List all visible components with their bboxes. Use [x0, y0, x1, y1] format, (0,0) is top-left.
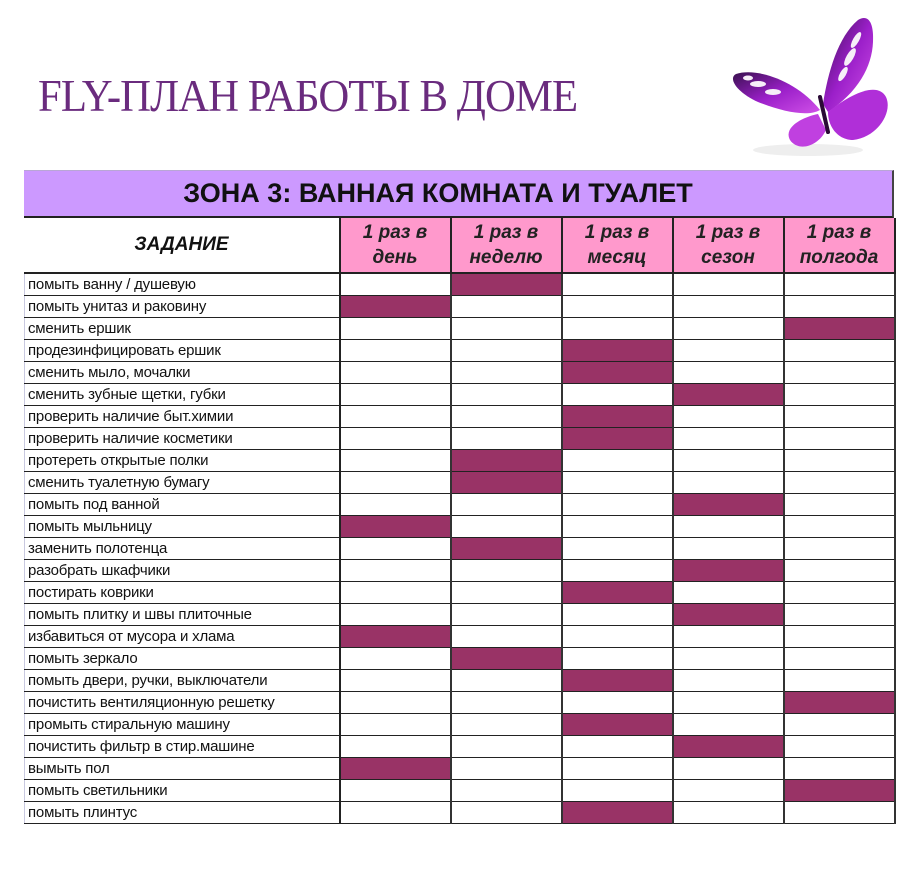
frequency-cell: [673, 758, 784, 780]
task-rows: [25, 273, 895, 824]
frequency-cell: [784, 273, 895, 296]
frequency-cell: [451, 670, 562, 692]
frequency-cell: [451, 516, 562, 538]
frequency-cell: [451, 736, 562, 758]
freq-label-line1: 1 раз в: [473, 222, 539, 243]
frequency-cell: [562, 626, 673, 648]
task-cell: сменить мыло, мочалки: [25, 362, 340, 384]
frequency-cell: [340, 273, 451, 296]
frequency-cell-marked: [562, 714, 673, 736]
task-cell: разобрать шкафчики: [25, 560, 340, 582]
frequency-cell: [784, 714, 895, 736]
task-cell: помыть плинтус: [25, 802, 340, 824]
freq-label-line2: день: [372, 247, 418, 268]
table-row: [25, 714, 895, 736]
frequency-header-day: [340, 218, 451, 273]
frequency-cell-marked: [673, 494, 784, 516]
frequency-cell: [784, 450, 895, 472]
freq-label-line1: 1 раз в: [806, 222, 872, 243]
frequency-cell: [784, 582, 895, 604]
frequency-cell: [784, 516, 895, 538]
frequency-cell: [340, 428, 451, 450]
frequency-cell: [562, 516, 673, 538]
frequency-cell: [784, 758, 895, 780]
task-cell: промыть стиральную машину: [25, 714, 340, 736]
task-cell: сменить зубные щетки, губки: [25, 384, 340, 406]
task-cell: проверить наличие косметики: [25, 428, 340, 450]
table-row: [25, 648, 895, 670]
task-cell: помыть ванну / душевую: [25, 273, 340, 296]
cleaning-schedule-table: [24, 218, 896, 824]
frequency-cell: [784, 604, 895, 626]
frequency-cell: [451, 428, 562, 450]
frequency-cell: [340, 450, 451, 472]
frequency-cell: [673, 538, 784, 560]
frequency-cell: [562, 450, 673, 472]
frequency-cell: [562, 648, 673, 670]
task-cell: помыть мыльницу: [25, 516, 340, 538]
frequency-cell: [673, 406, 784, 428]
frequency-cell: [562, 758, 673, 780]
frequency-cell: [340, 692, 451, 714]
table-row: [25, 516, 895, 538]
task-cell: вымыть пол: [25, 758, 340, 780]
frequency-cell: [451, 780, 562, 802]
frequency-cell: [451, 494, 562, 516]
frequency-cell: [451, 340, 562, 362]
table-row: [25, 736, 895, 758]
frequency-cell: [451, 582, 562, 604]
table-row: [25, 604, 895, 626]
frequency-cell-marked: [673, 604, 784, 626]
frequency-cell-marked: [451, 273, 562, 296]
table-row: [25, 692, 895, 714]
frequency-cell: [784, 472, 895, 494]
frequency-cell-marked: [340, 626, 451, 648]
freq-label-line1: 1 раз в: [362, 222, 428, 243]
task-cell: помыть зеркало: [25, 648, 340, 670]
frequency-cell: [784, 384, 895, 406]
frequency-cell-marked: [562, 362, 673, 384]
zone-title: ЗОНА 3: ВАННАЯ КОМНАТА И ТУАЛЕТ: [24, 170, 894, 218]
freq-label-line2: неделю: [469, 247, 543, 268]
frequency-cell: [784, 736, 895, 758]
frequency-cell: [562, 273, 673, 296]
frequency-cell-marked: [784, 780, 895, 802]
frequency-cell: [451, 758, 562, 780]
frequency-cell-marked: [784, 318, 895, 340]
frequency-cell: [784, 648, 895, 670]
frequency-cell: [784, 296, 895, 318]
frequency-cell: [673, 340, 784, 362]
task-cell: почистить фильтр в стир.машине: [25, 736, 340, 758]
table-row: [25, 450, 895, 472]
table-row: [25, 560, 895, 582]
frequency-cell: [451, 384, 562, 406]
frequency-cell-marked: [340, 758, 451, 780]
table-row: [25, 758, 895, 780]
frequency-cell: [340, 406, 451, 428]
frequency-cell: [673, 296, 784, 318]
frequency-cell: [340, 736, 451, 758]
task-cell: почистить вентиляционную решетку: [25, 692, 340, 714]
table-row: [25, 406, 895, 428]
task-cell: избавиться от мусора и хлама: [25, 626, 340, 648]
frequency-cell: [340, 494, 451, 516]
frequency-cell: [451, 296, 562, 318]
frequency-cell: [673, 648, 784, 670]
table-row: [25, 538, 895, 560]
frequency-cell: [562, 296, 673, 318]
frequency-cell-marked: [451, 450, 562, 472]
table-row: [25, 296, 895, 318]
task-cell: сменить туалетную бумагу: [25, 472, 340, 494]
frequency-cell: [562, 736, 673, 758]
frequency-cell: [340, 340, 451, 362]
frequency-cell: [451, 560, 562, 582]
frequency-cell: [451, 318, 562, 340]
frequency-cell: [562, 780, 673, 802]
frequency-header-half-year: [784, 218, 895, 273]
frequency-cell: [451, 692, 562, 714]
table-row: [25, 472, 895, 494]
frequency-header-season: [673, 218, 784, 273]
frequency-cell-marked: [562, 802, 673, 824]
freq-label-line1: 1 раз в: [695, 222, 761, 243]
frequency-cell-marked: [784, 692, 895, 714]
frequency-cell: [451, 802, 562, 824]
frequency-cell: [673, 428, 784, 450]
frequency-cell: [673, 692, 784, 714]
frequency-cell: [784, 670, 895, 692]
task-cell: помыть под ванной: [25, 494, 340, 516]
table-row: [25, 582, 895, 604]
frequency-cell: [784, 362, 895, 384]
frequency-cell: [562, 318, 673, 340]
frequency-cell-marked: [562, 340, 673, 362]
frequency-cell: [562, 472, 673, 494]
frequency-cell: [784, 340, 895, 362]
task-cell: помыть двери, ручки, выключатели: [25, 670, 340, 692]
task-column-header: ЗАДАНИЕ: [25, 218, 340, 273]
frequency-cell: [784, 494, 895, 516]
table-row: [25, 428, 895, 450]
table-row: [25, 802, 895, 824]
frequency-cell: [562, 604, 673, 626]
frequency-cell: [340, 538, 451, 560]
frequency-cell: [340, 318, 451, 340]
table-row: [25, 318, 895, 340]
frequency-cell: [451, 714, 562, 736]
frequency-cell-marked: [451, 472, 562, 494]
frequency-cell: [673, 318, 784, 340]
task-cell: протереть открытые полки: [25, 450, 340, 472]
frequency-cell: [673, 450, 784, 472]
butterfly-icon: [728, 12, 898, 160]
task-cell: продезинфицировать ершик: [25, 340, 340, 362]
page-title: FLY-ПЛАН РАБОТЫ В ДОМЕ: [38, 71, 578, 121]
frequency-cell: [451, 626, 562, 648]
table-row: [25, 494, 895, 516]
frequency-cell: [784, 802, 895, 824]
frequency-cell-marked: [673, 736, 784, 758]
frequency-cell: [673, 516, 784, 538]
task-cell: заменить полотенца: [25, 538, 340, 560]
frequency-cell: [340, 604, 451, 626]
table-row: [25, 384, 895, 406]
frequency-cell-marked: [340, 516, 451, 538]
frequency-header-week: [451, 218, 562, 273]
task-cell: проверить наличие быт.химии: [25, 406, 340, 428]
frequency-cell: [340, 362, 451, 384]
header-row: [25, 218, 895, 273]
frequency-cell: [451, 604, 562, 626]
frequency-cell: [673, 472, 784, 494]
frequency-cell: [340, 560, 451, 582]
task-cell: сменить ершик: [25, 318, 340, 340]
frequency-cell: [562, 384, 673, 406]
task-cell: помыть унитаз и раковину: [25, 296, 340, 318]
frequency-cell-marked: [562, 406, 673, 428]
frequency-cell-marked: [562, 582, 673, 604]
frequency-cell: [340, 670, 451, 692]
frequency-cell-marked: [562, 428, 673, 450]
schedule-sheet: [24, 170, 894, 824]
freq-label-line2: сезон: [701, 247, 755, 268]
frequency-cell: [340, 780, 451, 802]
frequency-cell: [562, 692, 673, 714]
frequency-cell-marked: [673, 560, 784, 582]
frequency-cell: [673, 714, 784, 736]
frequency-cell: [340, 802, 451, 824]
frequency-cell-marked: [340, 296, 451, 318]
frequency-cell: [673, 273, 784, 296]
frequency-cell: [451, 362, 562, 384]
frequency-cell: [562, 538, 673, 560]
frequency-cell: [673, 362, 784, 384]
table-row: [25, 780, 895, 802]
table-row: [25, 340, 895, 362]
frequency-cell: [673, 626, 784, 648]
frequency-cell: [784, 428, 895, 450]
frequency-cell: [562, 494, 673, 516]
task-cell: постирать коврики: [25, 582, 340, 604]
frequency-cell-marked: [562, 670, 673, 692]
frequency-cell: [784, 560, 895, 582]
frequency-cell: [451, 406, 562, 428]
frequency-header-month: [562, 218, 673, 273]
frequency-cell: [340, 472, 451, 494]
table-row: [25, 670, 895, 692]
frequency-cell-marked: [673, 384, 784, 406]
frequency-cell-marked: [451, 538, 562, 560]
frequency-cell: [784, 626, 895, 648]
frequency-cell: [673, 802, 784, 824]
freq-label-line2: полгода: [799, 247, 879, 268]
table-row: [25, 273, 895, 296]
frequency-cell: [673, 582, 784, 604]
freq-label-line2: месяц: [587, 247, 647, 268]
frequency-cell: [673, 780, 784, 802]
frequency-cell: [673, 670, 784, 692]
task-cell: помыть светильники: [25, 780, 340, 802]
frequency-cell: [340, 648, 451, 670]
frequency-cell: [784, 538, 895, 560]
frequency-cell: [340, 384, 451, 406]
table-row: [25, 362, 895, 384]
freq-label-line1: 1 раз в: [584, 222, 650, 243]
frequency-cell: [784, 406, 895, 428]
table-row: [25, 626, 895, 648]
frequency-cell: [340, 582, 451, 604]
frequency-cell: [340, 714, 451, 736]
frequency-cell-marked: [451, 648, 562, 670]
frequency-cell: [562, 560, 673, 582]
task-cell: помыть плитку и швы плиточные: [25, 604, 340, 626]
